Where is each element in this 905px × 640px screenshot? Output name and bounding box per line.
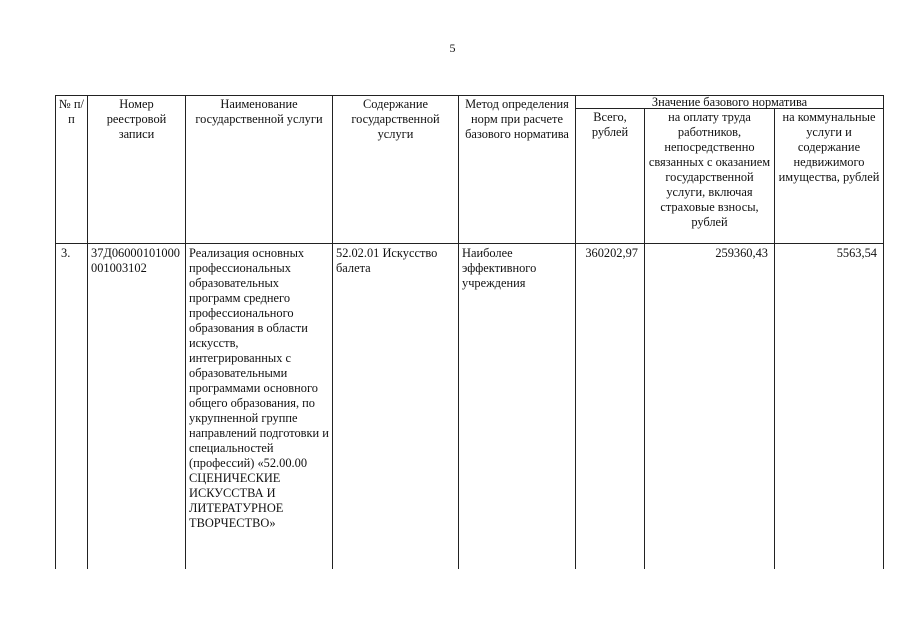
- cell-labor: 259360,43: [645, 244, 775, 569]
- table-row: [56, 244, 884, 569]
- header-col-registry: Номер реестровой записи: [88, 96, 186, 244]
- header-row-top: [56, 96, 884, 109]
- cell-method: Наиболее эффективного учреждения: [459, 244, 576, 569]
- page-number: 5: [449, 41, 456, 55]
- header-sub-utilities: на коммунальные услуги и содержание недвижимого имущества, рублей: [775, 109, 884, 244]
- header-col-content: Содержание государственной услуги: [333, 96, 459, 244]
- cell-row-number: 3.: [56, 244, 88, 569]
- cell-service-content: 52.02.01 Искусство балета: [333, 244, 459, 569]
- base-norm-table: [55, 95, 884, 569]
- cell-utilities: 5563,54: [775, 244, 884, 569]
- header-sub-labor: на оплату труда работников, непосредственно связанных с оказанием государственной услуги, включая страховые взносы, рублей: [645, 109, 775, 244]
- cell-service-name: Реализация основных профессиональных образовательных программ среднего профессионального образования в области искусств, интегрированных с образовательными программами основного общего образования, по укрупненной группе направлений подготовки и специальностей (профессий) «52.00.00 СЦЕНИЧЕСКИЕ ИСКУССТВА И ЛИТЕРАТУРНОЕ ТВОРЧЕСТВО»: [186, 244, 333, 569]
- cell-registry-number: 37Д06000101000001003102: [88, 244, 186, 569]
- cell-total: 360202,97: [576, 244, 645, 569]
- header-group-base-norm-value: Значение базового норматива: [576, 96, 884, 109]
- header-sub-total: Всего, рублей: [576, 109, 645, 244]
- header-col-method: Метод определения норм при расчете базового норматива: [459, 96, 576, 244]
- header-col-service-name: Наименование государственной услуги: [186, 96, 333, 244]
- header-col-number: № п/п: [56, 96, 88, 244]
